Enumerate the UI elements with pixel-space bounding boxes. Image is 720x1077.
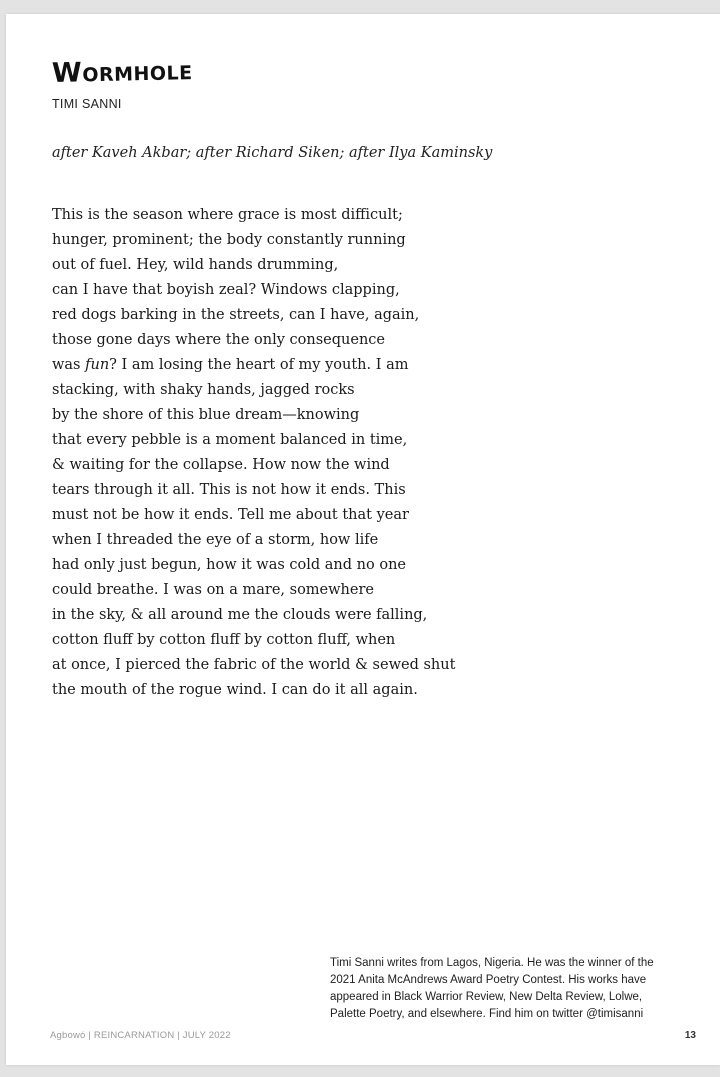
poem-line-with-italic (52, 353, 455, 378)
poem-line: in the sky, & all around me the clouds were falling, (52, 607, 428, 623)
bio-line: 2021 Anita McAndrews Award Poetry Contest. His works have (330, 974, 647, 986)
poem-line: stacking, with shaky hands, jagged rocks (52, 382, 355, 398)
author-bio (330, 955, 700, 1023)
bio-line: appeared in Black Warrior Review, New Delta Review, Lolwe, (330, 991, 643, 1003)
poem-line: those gone days where the only consequence (52, 332, 386, 348)
poem-epigraph: after Kaveh Akbar; after Richard Siken; after Ilya Kaminsky (52, 145, 493, 161)
page-footer: Agbowó | REINCARNATION | JULY 2022 (50, 1030, 231, 1041)
poem-line: tears through it all. This is not how it ends. This (52, 482, 406, 498)
poem-line: cotton fluff by cotton fluff by cotton fluff, when (52, 632, 396, 648)
poem-italic-word: fun (85, 357, 110, 373)
poem-line: by the shore of this blue dream—knowing (52, 407, 360, 423)
poem-line: must not be how it ends. Tell me about that year (52, 507, 409, 523)
poem-line: had only just begun, how it was cold and no one (52, 557, 406, 573)
poem-line: that every pebble is a moment balanced in time, (52, 432, 408, 448)
poem-line: red dogs barking in the streets, can I have, again, (52, 307, 420, 323)
poem-line: at once, I pierced the fabric of the world & sewed shut (52, 657, 456, 673)
poem-line-part: ? I am losing the heart of my youth. I am (109, 357, 409, 373)
poem-author: TIMI SANNI (52, 97, 122, 111)
poem-body (52, 203, 455, 703)
bio-line: Palette Poetry, and elsewhere. Find him on twitter @timisanni (330, 1008, 644, 1020)
poem-line: when I threaded the eye of a storm, how life (52, 532, 379, 548)
poem-line: hunger, prominent; the body constantly running (52, 232, 406, 248)
bio-line: Timi Sanni writes from Lagos, Nigeria. He was the winner of the (330, 957, 654, 969)
poem-line: the mouth of the rogue wind. I can do it all again. (52, 682, 418, 698)
poem-line-part: was (52, 357, 86, 373)
document-page (6, 14, 720, 1065)
poem-line: This is the season where grace is most difficult; (52, 207, 403, 223)
poem-line: could breathe. I was on a mare, somewhere (52, 582, 374, 598)
poem-line: & waiting for the collapse. How now the wind (52, 457, 390, 473)
page-number: 13 (684, 1030, 696, 1041)
poem-line: out of fuel. Hey, wild hands drumming, (52, 257, 339, 273)
poem-line: can I have that boyish zeal? Windows clapping, (52, 282, 400, 298)
poem-title: Wormhole (51, 55, 193, 89)
